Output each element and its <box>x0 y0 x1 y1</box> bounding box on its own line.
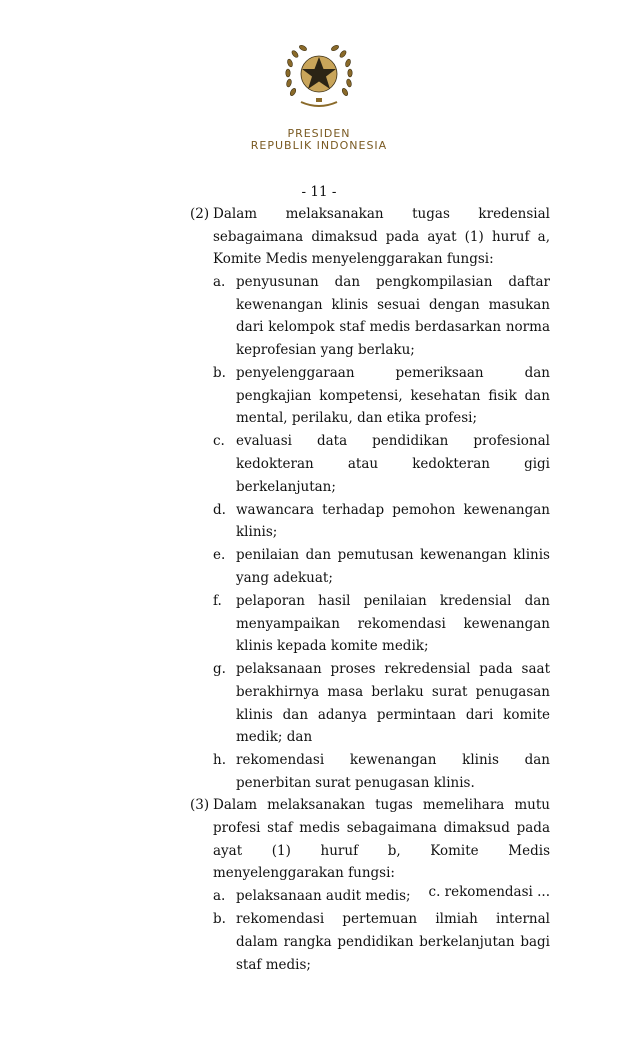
list-item <box>190 749 550 794</box>
list-item-text: rekomendasi pertemuan ilmiah internal dalam rangka pendidikan berkelanjutan bagi staf medis; <box>236 911 550 973</box>
list-item-label: e. <box>213 547 226 564</box>
page-continuation: c. rekomendasi ... <box>428 884 550 900</box>
list-item-text: evaluasi data pendidikan profesional kedokteran atau kedokteran gigi berkelanjutan; <box>236 433 550 495</box>
list-item-label: a. <box>213 274 226 291</box>
section-number: (3) <box>190 797 210 814</box>
page-number: - 11 - <box>301 184 337 200</box>
list-item-text: penyusunan dan pengkompilasian daftar kewenangan klinis sesuai dengan masukan dari kelompok staf medis berdasarkan norma keprofesian yang berlaku; <box>236 274 550 359</box>
list-item <box>190 430 550 498</box>
list-item-text: rekomendasi kewenangan klinis dan penerbitan surat penugasan klinis. <box>236 752 550 791</box>
list-item-text: pelaksanaan audit medis; <box>236 888 411 905</box>
section-3 <box>190 794 550 884</box>
header-title-republik: REPUBLIK INDONESIA <box>250 139 388 152</box>
list-item <box>190 362 550 430</box>
list-item-label: h. <box>213 752 226 769</box>
list-item <box>190 271 550 361</box>
section-text: Dalam melaksanakan tugas memelihara mutu profesi staf medis sebagaimana dimaksud pada ayat (1) huruf b, Komite Medis menyelenggarakan fungsi: <box>213 797 550 882</box>
list-item-text: wawancara terhadap pemohon kewenangan klinis; <box>236 501 550 541</box>
list-item-label: g. <box>213 661 226 678</box>
list-item-text: penilaian dan pemutusan kewenangan klinis yang adekuat; <box>236 547 550 586</box>
list-item-text: pelaksanaan proses rekredensial pada saat berakhirnya masa berlaku surat penugasan klinis dan adanya permintaan dari komite medik; dan <box>236 661 550 746</box>
list-item-label: b. <box>213 365 226 382</box>
list-item-label: f. <box>213 593 222 610</box>
document-body <box>190 203 550 976</box>
list-item <box>190 544 550 589</box>
list-item <box>190 658 550 748</box>
list-item <box>190 499 550 544</box>
list-item-label: a. <box>213 888 226 905</box>
section-2 <box>190 203 550 271</box>
list-item <box>190 590 550 658</box>
list-item-text: pelaporan hasil penilaian kredensial dan menyampaikan rekomendasi kewenangan klinis kepada komite medik; <box>236 593 550 655</box>
list-item-label: d. <box>213 501 226 518</box>
list-item-label: b. <box>213 911 226 928</box>
section-number: (2) <box>190 206 210 222</box>
section-text: Dalam melaksanakan tugas kredensial sebagaimana dimaksud pada ayat (1) huruf a, Komite Medis menyelenggarakan fungsi: <box>213 206 550 268</box>
list-item-label: c. <box>213 433 225 450</box>
list-item-text: penyelenggaraan pemeriksaan dan pengkajian kompetensi, kesehatan fisik dan mental, perilaku, dan etika profesi; <box>236 365 550 427</box>
list-item <box>190 908 550 976</box>
header-title-presiden: PRESIDEN <box>287 127 351 140</box>
presidential-emblem-icon <box>279 40 359 112</box>
